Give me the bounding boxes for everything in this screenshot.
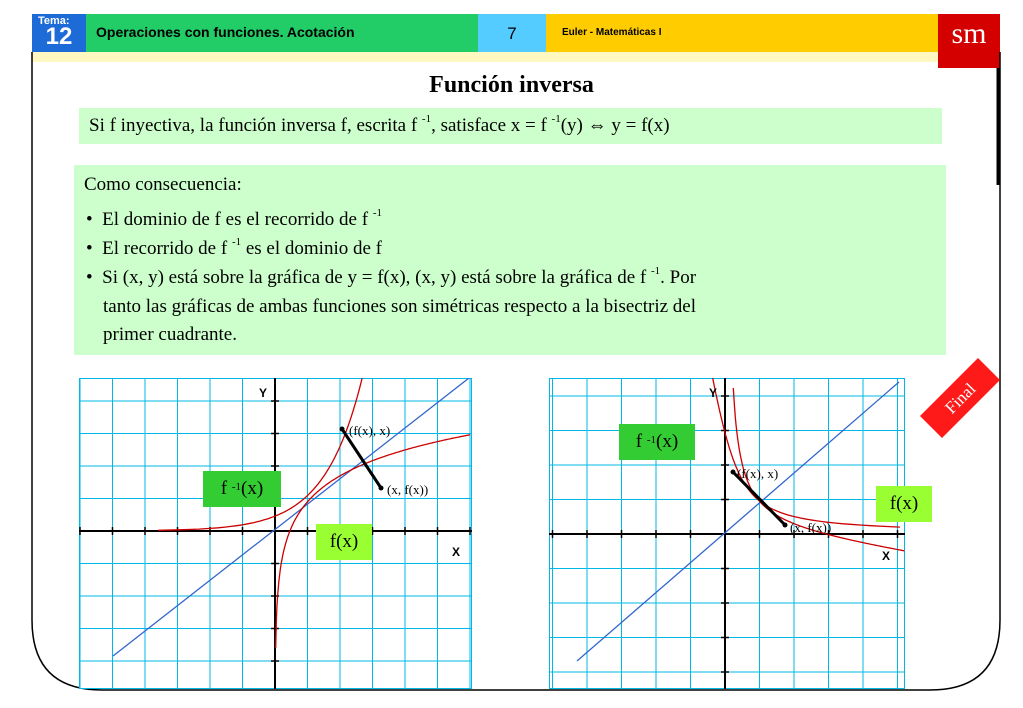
point-x-fx-right — [783, 523, 788, 528]
book-title-bar — [546, 14, 938, 52]
point-label-fx-x-right: (f(x), x) — [737, 466, 779, 481]
tema-number: 12 — [45, 23, 73, 50]
x-axis-label-right: X — [882, 549, 891, 563]
bisector-left — [113, 378, 469, 656]
consequence-intro: Como consecuencia: — [84, 174, 242, 195]
final-corner-shape — [920, 358, 1000, 438]
curve-f-inverse-right — [713, 378, 900, 527]
consequence-box — [74, 165, 946, 355]
point-fx-x-right — [731, 470, 736, 475]
label-f-inverse-left: f $^{-1}$(x) — [203, 471, 281, 507]
sm-logo: sm — [938, 14, 1000, 68]
header — [0, 0, 1023, 52]
graph-left — [79, 378, 472, 689]
x-axis-label-left: X — [452, 545, 461, 559]
bullet-3: • Si (x, y) está sobre la gráfica de y = f(x), (x, y) está sobre la gráfica de f $^{-1}$. Por — [86, 265, 697, 288]
label-f-left: f(x) — [316, 524, 372, 560]
y-axis-label-left: Y — [259, 386, 268, 400]
bullet-1: • El dominio de f es el recorrido de f $^{-1}$ — [86, 207, 382, 230]
final-label: Final — [941, 379, 980, 418]
bullet-3-line-2: tanto las gráficas de ambas funciones son simétricas respecto a la bisectriz del — [103, 296, 696, 317]
label-f-inverse-right: f $^{-1}$(x) — [619, 424, 695, 460]
point-label-x-fx-left: (x, f(x)) — [387, 482, 429, 497]
graph-right — [549, 378, 919, 689]
slide-title: Función inversa — [429, 72, 594, 98]
header-underline — [32, 52, 938, 62]
point-label-x-fx-right: (x, f(x)) — [790, 520, 832, 535]
point-fx-x-left — [340, 427, 345, 432]
tema-badge — [32, 14, 86, 52]
final-button[interactable] — [920, 358, 1000, 438]
tema-label: Tema: — [38, 15, 70, 27]
page-number: 7 — [478, 14, 546, 52]
label-f-right: f(x) — [876, 486, 932, 522]
book-title: Euler - Matemáticas I — [562, 27, 662, 38]
definition-box — [79, 108, 942, 144]
point-x-fx-left — [379, 486, 384, 491]
bullet-3-line-3: primer cuadrante. — [103, 324, 237, 345]
point-label-fx-x-left: (f(x), x) — [349, 423, 391, 438]
y-axis-label-right: Y — [709, 386, 718, 400]
topic-title: Operaciones con funciones. Acotación — [96, 24, 355, 40]
graph-left-plot — [79, 378, 472, 689]
graph-right-plot — [549, 378, 905, 689]
definition-text: Si f inyectiva, la función inversa f, escrita f $^{-1}$, satisface x = f $^{-1}$(y) ⇔ y = f(x) — [89, 113, 670, 136]
topic-title-bar — [86, 14, 478, 52]
bullet-2: • El recorrido de f $^{-1}$ es el dominio de f — [86, 236, 382, 259]
